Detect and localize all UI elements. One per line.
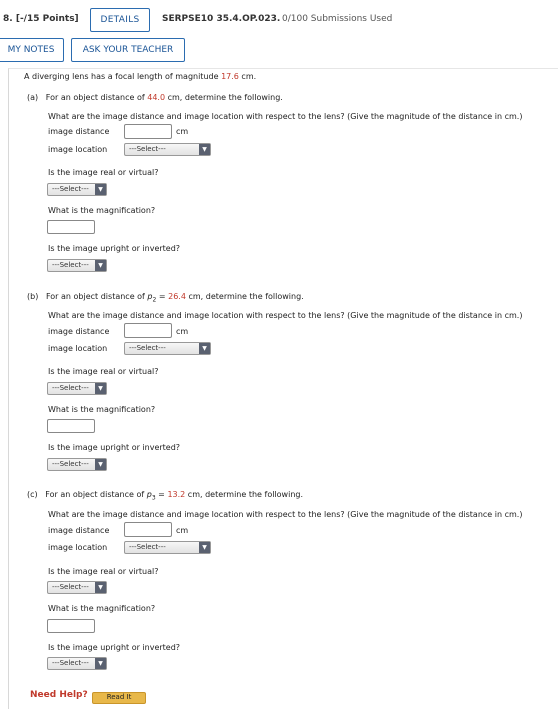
submissions-count: 0/100 Submissions Used: [282, 14, 393, 24]
image-question: What are the image distance and image location with respect to the lens? (Give the magnitude of the distance in cm.): [48, 510, 523, 519]
intro-text: A diverging lens has a focal length of magnitude 17.6 cm.: [24, 72, 257, 81]
image-distance-input[interactable]: [124, 522, 172, 537]
upright-question: Is the image upright or inverted?: [48, 244, 181, 253]
image-location-label: image location: [48, 543, 108, 552]
image-question: What are the image distance and image location with respect to the lens? (Give the magnitude of the distance in cm.): [48, 112, 523, 121]
object-distance-value: 44.0: [147, 93, 166, 102]
upright-question: Is the image upright or inverted?: [48, 643, 181, 652]
upright-select[interactable]: ---Select--- ▼: [47, 657, 107, 670]
my-notes-button[interactable]: MY NOTES: [0, 38, 64, 62]
image-distance-input[interactable]: [124, 323, 172, 338]
magnification-question: What is the magnification?: [48, 206, 156, 215]
chevron-down-icon: ▼: [199, 343, 210, 354]
upright-question: Is the image upright or inverted?: [48, 443, 181, 452]
real-virtual-question: Is the image real or virtual?: [48, 168, 159, 177]
ask-teacher-button[interactable]: ASK YOUR TEACHER: [71, 38, 185, 62]
image-question: What are the image distance and image location with respect to the lens? (Give the magnitude of the distance in cm.): [48, 311, 523, 320]
image-location-select[interactable]: ---Select--- ▼: [124, 541, 211, 554]
question-number: 8. [-/15 Points]: [3, 14, 79, 24]
image-distance-label: image distance: [48, 526, 110, 535]
image-distance-label: image distance: [48, 327, 110, 336]
real-virtual-select[interactable]: ---Select--- ▼: [47, 183, 107, 196]
unit-label: cm: [176, 526, 189, 535]
focal-length-value: 17.6: [221, 72, 239, 81]
image-distance-label: image distance: [48, 127, 110, 136]
read-it-button[interactable]: Read It: [92, 692, 146, 704]
unit-label: cm: [176, 127, 189, 136]
upright-select[interactable]: ---Select--- ▼: [47, 259, 107, 272]
chevron-down-icon: ▼: [95, 260, 106, 271]
image-location-label: image location: [48, 145, 108, 154]
real-virtual-select[interactable]: ---Select--- ▼: [47, 581, 107, 594]
image-location-select[interactable]: ---Select--- ▼: [124, 342, 211, 355]
question-header: [0, 0, 558, 40]
details-button[interactable]: DETAILS: [90, 8, 150, 32]
part-a-prompt: (a) For an object distance of 44.0 cm, determine the following.: [27, 93, 283, 102]
unit-label: cm: [176, 327, 189, 336]
magnification-input[interactable]: [47, 619, 95, 633]
real-virtual-question: Is the image real or virtual?: [48, 367, 159, 376]
real-virtual-question: Is the image real or virtual?: [48, 567, 159, 576]
part-b-prompt: (b) For an object distance of $p_2 = 26.4$ cm, determine the following.: [27, 292, 304, 304]
need-help-label: Need Help?: [30, 690, 88, 700]
object-distance-value: 26.4: [168, 292, 186, 301]
magnification-question: What is the magnification?: [48, 405, 156, 414]
object-distance-value: 13.2: [167, 490, 186, 499]
chevron-down-icon: ▼: [95, 184, 106, 195]
part-c-prompt: (c) For an object distance of $p_3 = 13.2$ cm, determine the following.: [27, 490, 304, 502]
chevron-down-icon: ▼: [199, 542, 210, 553]
chevron-down-icon: ▼: [95, 459, 106, 470]
upright-select[interactable]: ---Select--- ▼: [47, 458, 107, 471]
image-location-select[interactable]: ---Select--- ▼: [124, 143, 211, 156]
points: [-/15 Points]: [15, 14, 79, 24]
chevron-down-icon: ▼: [95, 383, 106, 394]
magnification-input[interactable]: [47, 220, 95, 234]
chevron-down-icon: ▼: [95, 582, 106, 593]
magnification-input[interactable]: [47, 419, 95, 433]
chevron-down-icon: ▼: [95, 658, 106, 669]
real-virtual-select[interactable]: ---Select--- ▼: [47, 382, 107, 395]
image-distance-input[interactable]: [124, 124, 172, 139]
magnification-question: What is the magnification?: [48, 604, 156, 613]
image-location-label: image location: [48, 344, 108, 353]
problem-code: SERPSE10 35.4.OP.023.: [162, 14, 281, 24]
chevron-down-icon: ▼: [199, 144, 210, 155]
